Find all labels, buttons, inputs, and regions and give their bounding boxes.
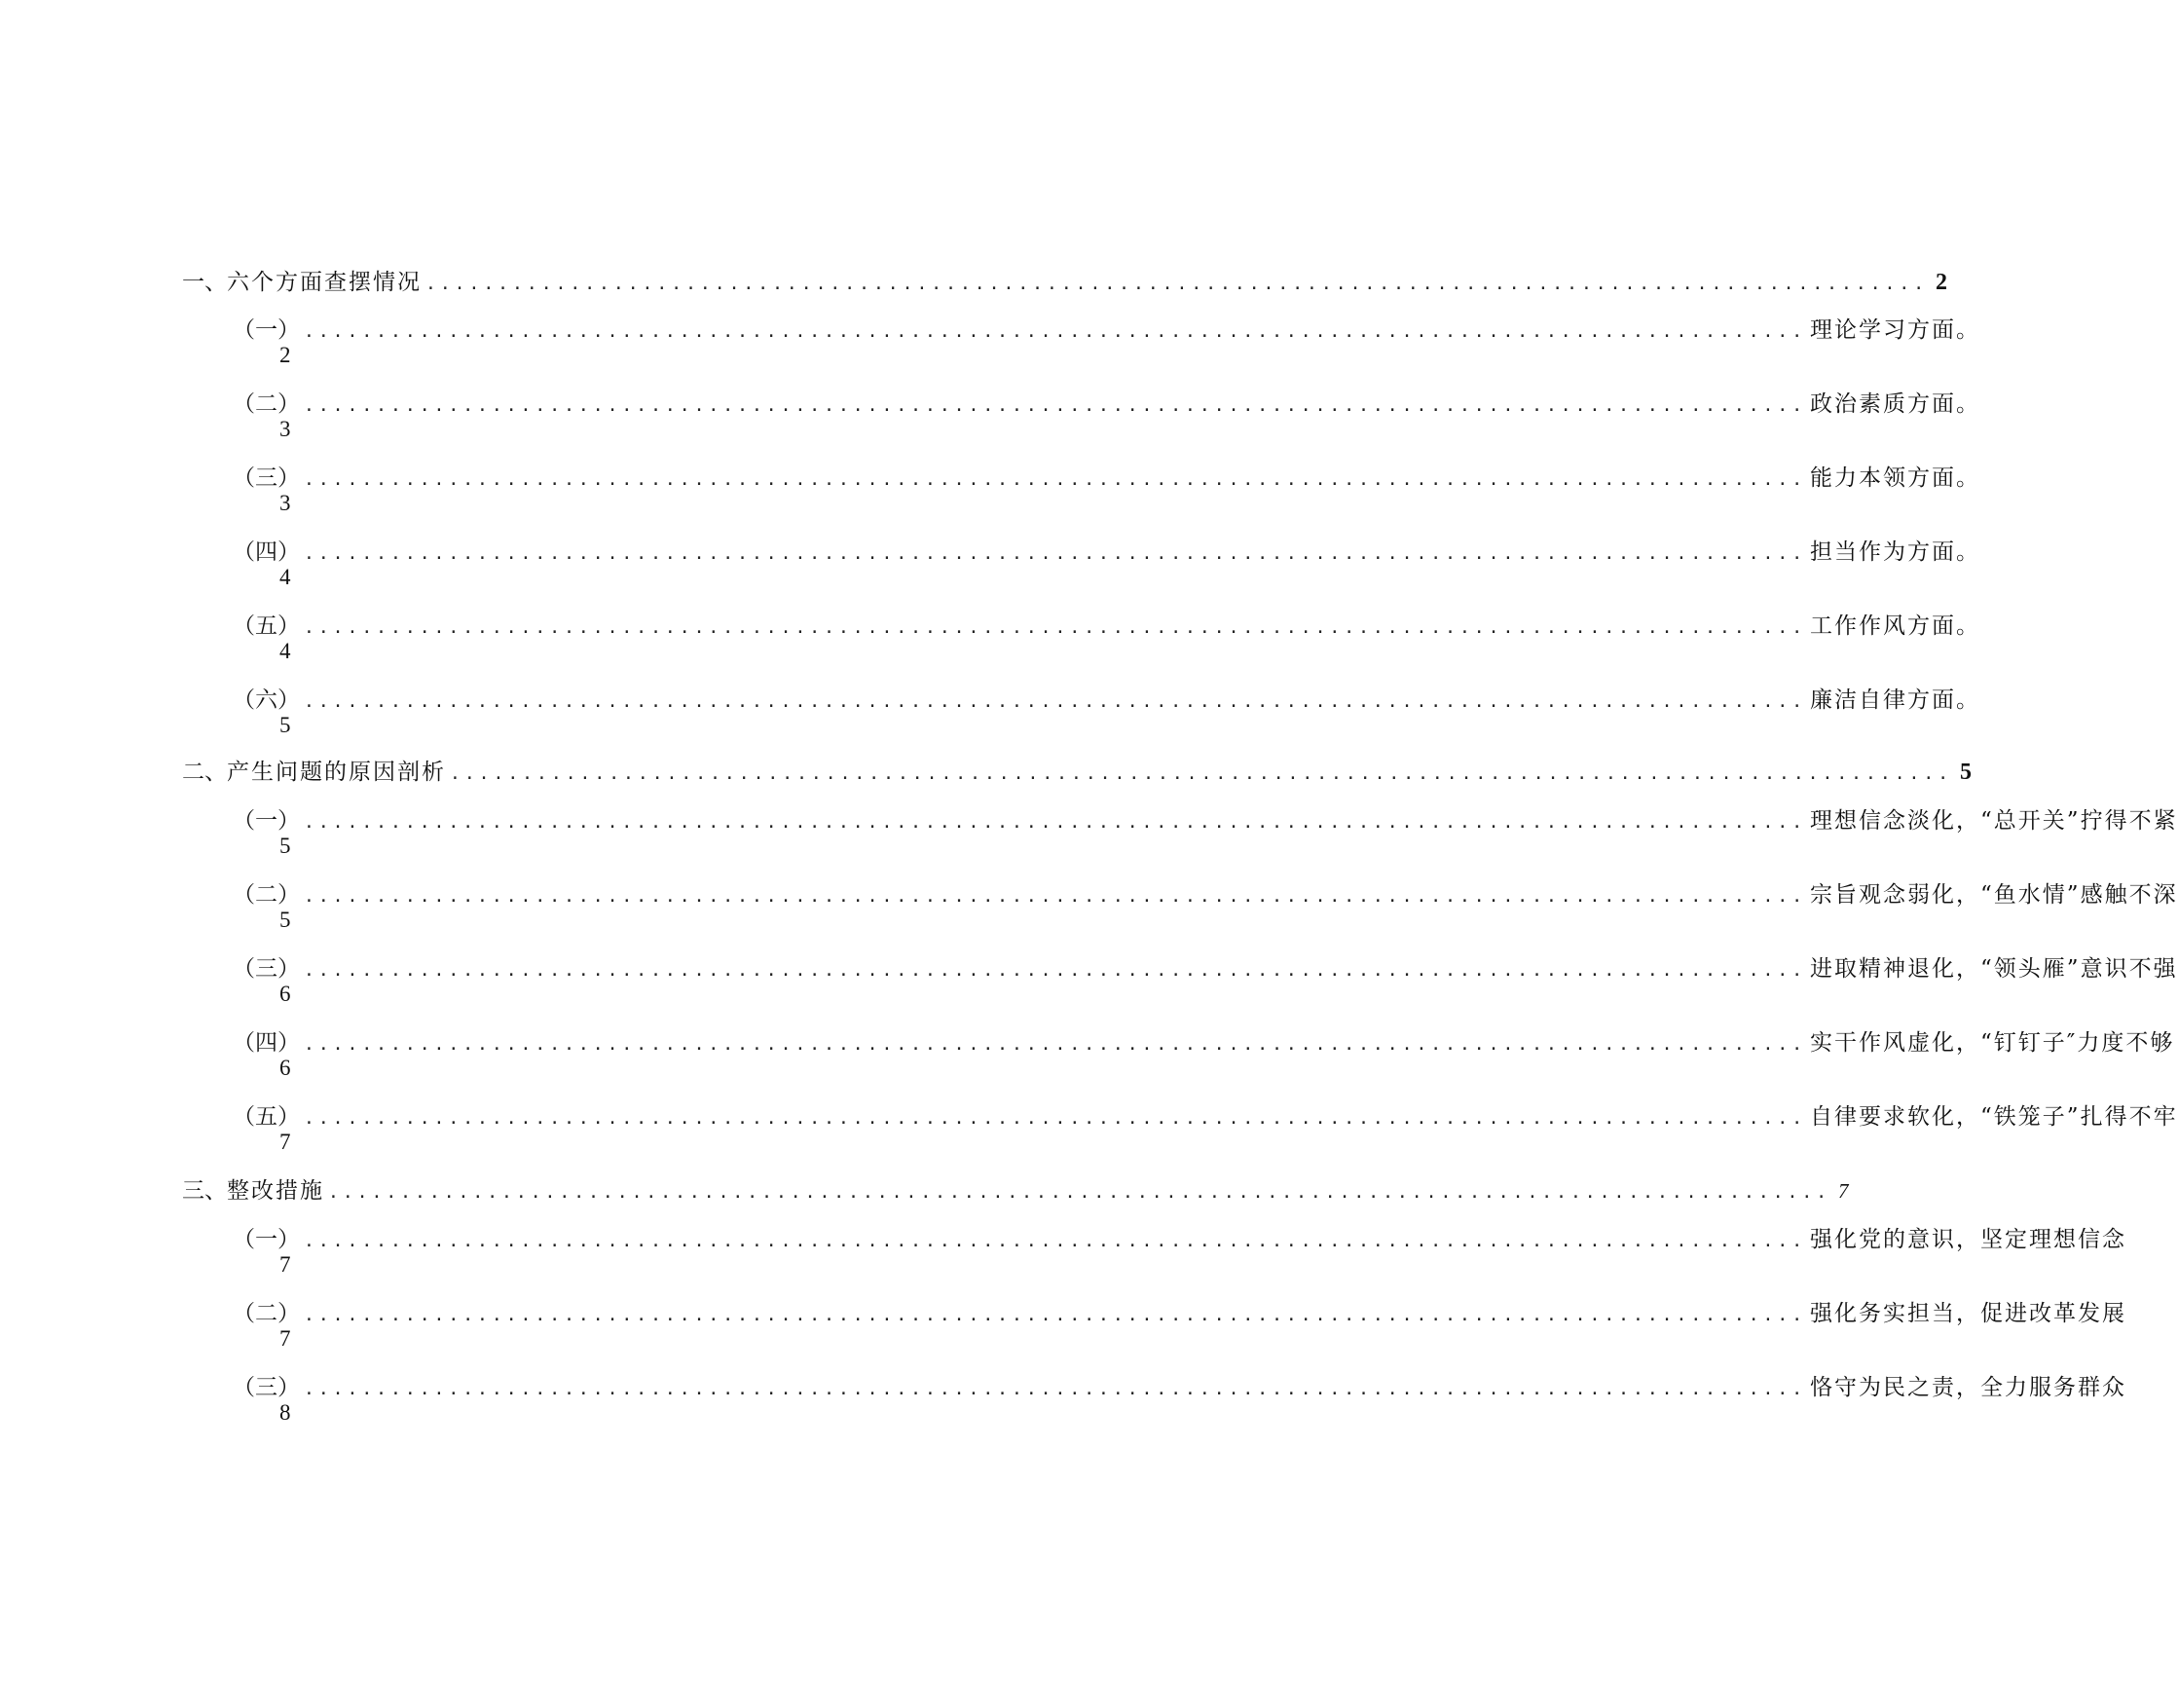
toc-entry [233,880,2178,911]
section-page-number: 2 [1936,270,1948,295]
entry-page-number: 7 [279,1130,291,1154]
toc-entry [233,464,1981,495]
toc-entry [233,390,1981,421]
toc-section-1 [182,268,1948,299]
toc-section-3 [182,1176,1849,1207]
dot-leader: ........................................................................................................ [304,321,1807,342]
entry-page-number: 5 [279,713,291,737]
entry-page-number: 4 [279,639,291,663]
entry-title: 自律要求软化，“铁笼子”扎得不牢 [1810,1104,2178,1130]
entry-number: （三） [233,1375,300,1400]
entry-page-number: 6 [279,1056,291,1080]
entry-title: 廉洁自律方面。 [1810,687,1981,713]
dot-leader: ........................................................................................................ [450,763,1953,784]
dot-leader: ........................................................................................................ [304,1108,1807,1129]
dot-leader: ........................................................................................................ [304,691,1807,712]
toc-entry [233,538,1981,569]
section-title: 整改措施 [227,1178,324,1204]
toc-entry [233,1299,2127,1330]
entry-page-number: 7 [279,1326,291,1351]
entry-page-number: 8 [279,1400,291,1425]
entry-title: 恪守为民之责，全力服务群众 [1810,1375,2127,1400]
dot-leader: ........................................................................................................ [304,960,1807,981]
entry-page-number: 4 [279,565,291,589]
dot-leader: ........................................................................................................ [304,617,1807,638]
entry-number: （六） [233,687,300,713]
dot-leader: ........................................................................................................ [304,812,1807,833]
toc-entry [233,686,1981,717]
entry-page-number: 3 [279,417,291,441]
dot-leader: ........................................................................................................ [304,1034,1807,1055]
dot-leader: ........................................................................................................ [304,1305,1807,1325]
entry-number: （一） [233,317,300,343]
entry-page-number: 5 [279,834,291,858]
dot-leader: ........................................................................................................ [304,1379,1807,1399]
entry-number: （二） [233,1301,300,1326]
entry-number: （三） [233,956,300,982]
entry-number: （二） [233,391,300,417]
dot-leader: ........................................................................................................ [304,395,1807,416]
section-title: 六个方面查摆情况 [227,270,422,295]
section-page-number: 7 [1838,1179,1849,1203]
entry-title: 理论学习方面。 [1810,317,1981,343]
dot-leader: ........................................................................................................ [425,274,1929,294]
entry-page-number: 5 [279,908,291,932]
entry-number: （二） [233,882,300,908]
entry-title: 担当作为方面。 [1810,539,1981,565]
toc-entry [233,1373,2127,1404]
section-title: 产生问题的原因剖析 [227,760,446,785]
toc-entry [233,954,2178,985]
entry-number: （五） [233,613,300,639]
entry-page-number: 6 [279,982,291,1006]
entry-title: 能力本领方面。 [1810,465,1981,491]
entry-title: 强化党的意识，坚定理想信念 [1810,1227,2127,1252]
toc-entry [233,316,1981,347]
entry-page-number: 7 [279,1252,291,1277]
entry-number: （五） [233,1104,300,1130]
toc-entry [233,1028,2175,1059]
entry-title: 理想信念淡化，“总开关”拧得不紧 [1810,808,2178,834]
entry-title: 工作作风方面。 [1810,613,1981,639]
entry-number: （一） [233,808,300,834]
dot-leader: ........................................................................................................ [304,469,1807,490]
entry-title: 实干作风虚化，“钉钉子″力度不够 [1810,1030,2175,1056]
entry-page-number: 2 [279,343,291,367]
dot-leader: ........................................................................................................ [304,1231,1807,1251]
entry-number: （三） [233,465,300,491]
section-number: 二、 [182,760,227,785]
toc-entry [233,1102,2178,1133]
entry-number: （四） [233,1030,300,1056]
dot-leader: ........................................................................................................ [304,886,1807,907]
toc-section-2 [182,758,1973,789]
entry-number: （四） [233,539,300,565]
section-number: 一、 [182,270,227,295]
entry-title: 强化务实担当，促进改革发展 [1810,1301,2127,1326]
section-page-number: 5 [1960,760,1973,785]
toc-entry [233,612,1981,643]
entry-page-number: 3 [279,491,291,515]
dot-leader: ........................................................................................................ [304,543,1807,564]
toc-entry [233,1225,2127,1256]
entry-title: 宗旨观念弱化，“鱼水情”感触不深 [1810,882,2178,908]
dot-leader: ........................................................................................................ [328,1182,1831,1203]
entry-title: 进取精神退化，“领头雁”意识不强 [1810,956,2178,982]
entry-number: （一） [233,1227,300,1252]
entry-title: 政治素质方面。 [1810,391,1981,417]
toc-entry [233,806,2178,837]
section-number: 三、 [182,1178,227,1204]
